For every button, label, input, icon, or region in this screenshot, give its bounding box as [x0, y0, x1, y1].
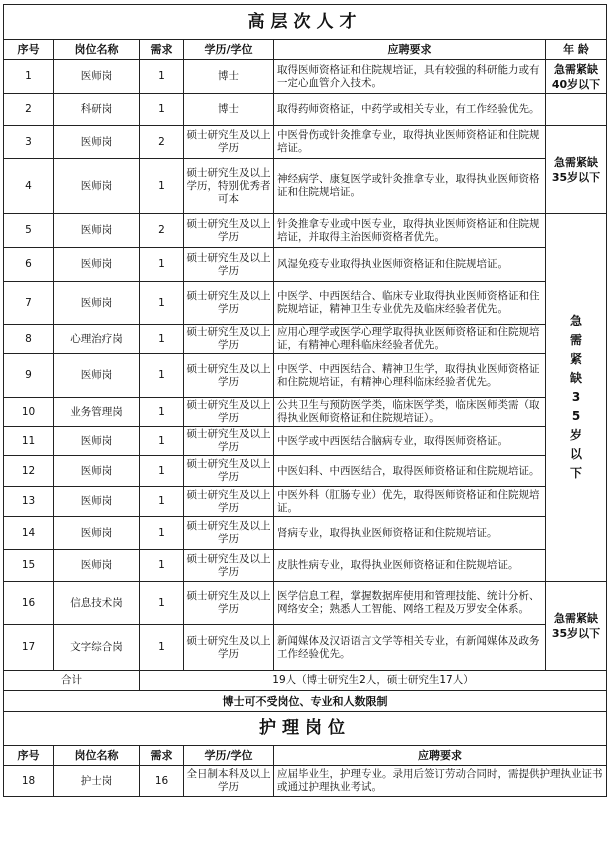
cell-position: 医师岗: [54, 248, 140, 282]
cell-position: 心理治疗岗: [54, 325, 140, 354]
table-row: [4, 282, 607, 325]
cell-count: 1: [140, 325, 184, 354]
nursing-header-position: 岗位名称: [54, 746, 140, 766]
cell-requirement: 新闻媒体及汉语语言文学等相关专业，有新闻媒体及政务工作经验优先。: [274, 625, 546, 671]
cell-no: 17: [4, 625, 54, 671]
cell-position: 医师岗: [54, 282, 140, 325]
cell-degree: 全日制本科及以上学历: [184, 766, 274, 797]
header-row: [4, 40, 607, 60]
cell-degree: 硕士研究生及以上学历: [184, 487, 274, 517]
doctor-note: 博士可不受岗位、专业和人数限制: [4, 691, 607, 712]
table-row: [4, 487, 607, 517]
cell-degree: 硕士研究生及以上学历: [184, 517, 274, 550]
cell-count: 1: [140, 487, 184, 517]
cell-no: 4: [4, 159, 54, 214]
cell-count: 1: [140, 517, 184, 550]
cell-degree: 硕士研究生及以上学历，特别优秀者可本: [184, 159, 274, 214]
cell-count: 1: [140, 398, 184, 427]
cell-no: 13: [4, 487, 54, 517]
cell-degree: 硕士研究生及以上学历: [184, 325, 274, 354]
cell-no: 16: [4, 582, 54, 625]
age-group-vertical-text: 急需紧缺35岁以下: [569, 314, 582, 480]
table-row: [4, 517, 607, 550]
cell-requirement: 中医学、中西医结合、精神卫生学，取得执业医师资格证和住院规培证，有精神心理科临床经验者优先。: [274, 354, 546, 398]
table-row: [4, 248, 607, 282]
table-row: [4, 60, 607, 94]
cell-degree: 硕士研究生及以上学历: [184, 248, 274, 282]
cell-count: 16: [140, 766, 184, 797]
cell-count: 1: [140, 94, 184, 126]
cell-position: 医师岗: [54, 427, 140, 456]
cell-no: 10: [4, 398, 54, 427]
header-degree: 学历/学位: [184, 40, 274, 60]
cell-requirement: 公共卫生与预防医学类，临床医学类，临床医师类需（取得执业医师资格证和住院规培证）。: [274, 398, 546, 427]
cell-position: 业务管理岗: [54, 398, 140, 427]
table-row: [4, 550, 607, 582]
cell-count: 2: [140, 126, 184, 159]
recruitment-table-page: [3, 4, 606, 797]
header-no: 序号: [4, 40, 54, 60]
table-row: [4, 456, 607, 487]
cell-degree: 硕士研究生及以上学历: [184, 398, 274, 427]
cell-position: 文字综合岗: [54, 625, 140, 671]
cell-count: 1: [140, 282, 184, 325]
cell-position: 医师岗: [54, 60, 140, 94]
total-value: 19人（博士研究生2人，硕士研究生17人）: [140, 671, 607, 691]
cell-requirement: 皮肤性病专业，取得执业医师资格证和住院规培证。: [274, 550, 546, 582]
cell-no: 3: [4, 126, 54, 159]
cell-count: 1: [140, 159, 184, 214]
cell-position: 信息技术岗: [54, 582, 140, 625]
total-row: [4, 671, 607, 691]
cell-position: 护士岗: [54, 766, 140, 797]
cell-degree: 硕士研究生及以上学历: [184, 427, 274, 456]
cell-requirement: 应用心理学或医学心理学取得执业医师资格证和住院规培证，有精神心理科临床经验者优先。: [274, 325, 546, 354]
table-row: [4, 126, 607, 159]
table-row: [4, 427, 607, 456]
cell-count: 1: [140, 354, 184, 398]
cell-age-group: 急需紧缺35岁以下: [546, 126, 607, 214]
cell-no: 5: [4, 214, 54, 248]
cell-count: 1: [140, 427, 184, 456]
cell-no: 9: [4, 354, 54, 398]
cell-no: 15: [4, 550, 54, 582]
cell-no: 11: [4, 427, 54, 456]
cell-degree: 硕士研究生及以上学历: [184, 550, 274, 582]
cell-requirement: 中医学或中西医结合脑病专业，取得医师资格证。: [274, 427, 546, 456]
cell-no: 18: [4, 766, 54, 797]
table-row: [4, 94, 607, 126]
cell-position: 医师岗: [54, 126, 140, 159]
cell-position: 医师岗: [54, 550, 140, 582]
cell-age-group: [546, 214, 607, 582]
cell-requirement: 神经病学、康复医学或针灸推拿专业，取得执业医师资格证和住院规培证。: [274, 159, 546, 214]
cell-age-empty: [546, 94, 607, 126]
cell-position: 医师岗: [54, 354, 140, 398]
header-age: 年 龄: [546, 40, 607, 60]
cell-requirement: 应届毕业生，护理专业。录用后签订劳动合同时，需提供护理执业证书或通过护理执业考试。: [274, 766, 607, 797]
cell-position: 医师岗: [54, 159, 140, 214]
cell-no: 12: [4, 456, 54, 487]
cell-count: 1: [140, 582, 184, 625]
total-label: 合计: [4, 671, 140, 691]
table-row: [4, 582, 607, 625]
cell-no: 6: [4, 248, 54, 282]
cell-requirement: 取得药师资格证，中药学或相关专业，有工作经验优先。: [274, 94, 546, 126]
cell-requirement: 中医骨伤或针灸推拿专业，取得执业医师资格证和住院规培证。: [274, 126, 546, 159]
cell-position: 医师岗: [54, 517, 140, 550]
cell-requirement: 中医学、中西医结合、临床专业取得执业医师资格证和住院规培证，精神卫生专业优先及临床经验者优先。: [274, 282, 546, 325]
cell-requirement: 中医外科（肛肠专业）优先，取得医师资格证和住院规培证。: [274, 487, 546, 517]
cell-requirement: 医学信息工程，掌握数据库使用和管理技能、统计分析、网络安全；熟悉人工智能、网络工程及万罗安全体系。: [274, 582, 546, 625]
cell-count: 1: [140, 625, 184, 671]
cell-degree: 硕士研究生及以上学历: [184, 625, 274, 671]
cell-degree: 硕士研究生及以上学历: [184, 456, 274, 487]
cell-degree: 硕士研究生及以上学历: [184, 282, 274, 325]
cell-degree: 博士: [184, 94, 274, 126]
table-row: [4, 398, 607, 427]
cell-position: 医师岗: [54, 214, 140, 248]
cell-position: 医师岗: [54, 456, 140, 487]
cell-age-group: 急需紧缺35岁以下: [546, 582, 607, 671]
table-row: [4, 325, 607, 354]
table-row: [4, 214, 607, 248]
table-row: [4, 766, 607, 797]
cell-degree: 硕士研究生及以上学历: [184, 354, 274, 398]
cell-age-group: 急需紧缺40岁以下: [546, 60, 607, 94]
section-title-nursing: 护理岗位: [4, 712, 607, 746]
header-requirement: 应聘要求: [274, 40, 546, 60]
cell-no: 7: [4, 282, 54, 325]
cell-degree: 硕士研究生及以上学历: [184, 126, 274, 159]
cell-count: 2: [140, 214, 184, 248]
cell-degree: 博士: [184, 60, 274, 94]
nursing-header-row: [4, 746, 607, 766]
nursing-header-degree: 学历/学位: [184, 746, 274, 766]
cell-count: 1: [140, 550, 184, 582]
cell-requirement: 针灸推拿专业或中医专业，取得执业医师资格证和住院规培证，并取得主治医师资格者优先。: [274, 214, 546, 248]
section-title-high-talent: 高层次人才: [4, 5, 607, 40]
cell-no: 2: [4, 94, 54, 126]
cell-position: 医师岗: [54, 487, 140, 517]
table-row: [4, 354, 607, 398]
header-count: 需求: [140, 40, 184, 60]
cell-degree: 硕士研究生及以上学历: [184, 582, 274, 625]
cell-no: 14: [4, 517, 54, 550]
cell-no: 8: [4, 325, 54, 354]
nursing-header-count: 需求: [140, 746, 184, 766]
table-row: [4, 625, 607, 671]
cell-degree: 硕士研究生及以上学历: [184, 214, 274, 248]
cell-count: 1: [140, 60, 184, 94]
cell-requirement: 肾病专业，取得执业医师资格证和住院规培证。: [274, 517, 546, 550]
cell-no: 1: [4, 60, 54, 94]
cell-requirement: 取得医师资格证和住院规培证，具有较强的科研能力或有一定心血管介入技术。: [274, 60, 546, 94]
cell-position: 科研岗: [54, 94, 140, 126]
nursing-header-requirement: 应聘要求: [274, 746, 607, 766]
talent-table: [3, 4, 607, 797]
cell-requirement: 中医妇科、中西医结合，取得医师资格证和住院规培证。: [274, 456, 546, 487]
cell-requirement: 风湿免疫专业取得执业医师资格证和住院规培证。: [274, 248, 546, 282]
nursing-header-no: 序号: [4, 746, 54, 766]
table-row: [4, 159, 607, 214]
cell-count: 1: [140, 248, 184, 282]
cell-count: 1: [140, 456, 184, 487]
header-position: 岗位名称: [54, 40, 140, 60]
